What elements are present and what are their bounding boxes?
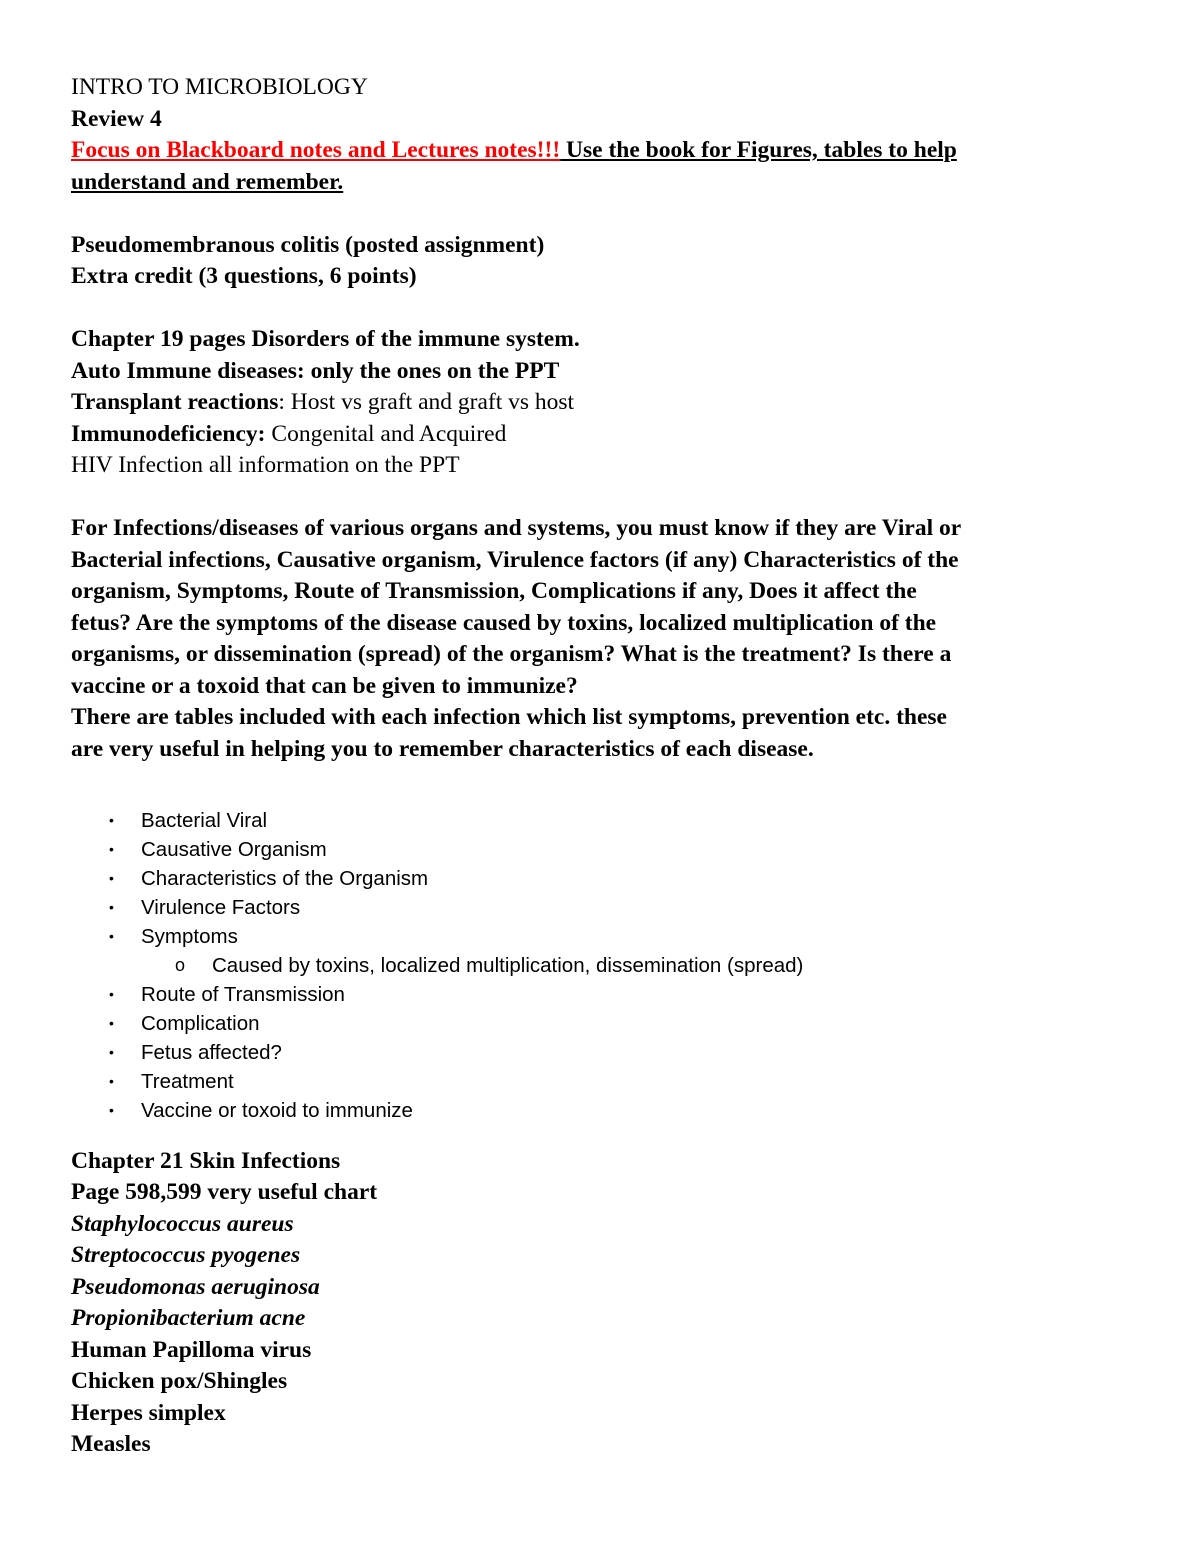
virus-item: Herpes simplex bbox=[71, 1399, 226, 1426]
bullet-icon: • bbox=[109, 927, 114, 944]
virus-item: Human Papilloma virus bbox=[71, 1336, 312, 1363]
course-title: INTRO TO MICROBIOLOGY bbox=[71, 74, 368, 100]
paragraph-line: are very useful in helping you to remember characteristics of each disease. bbox=[71, 735, 814, 762]
list-subitem: o Caused by toxins, localized multiplication, dissemination (spread) bbox=[71, 951, 1131, 980]
bullet-icon: • bbox=[109, 1073, 114, 1090]
review-heading: Review 4 bbox=[71, 105, 162, 132]
focus-note-rest: Use the book for Figures, tables to help bbox=[560, 137, 957, 163]
bullet-icon: • bbox=[109, 1015, 114, 1032]
organism-item: Streptococcus pyogenes bbox=[71, 1242, 301, 1269]
infections-paragraph bbox=[71, 513, 1131, 765]
extra-credit: Extra credit (3 questions, 6 points) bbox=[71, 263, 417, 289]
list-item: • Route of Transmission bbox=[71, 980, 1131, 1009]
hiv-note: HIV Infection all information on the PPT bbox=[71, 452, 460, 478]
bullet-icon: • bbox=[109, 1102, 114, 1119]
chapter21-section bbox=[71, 1146, 1131, 1461]
paragraph-line: organism, Symptoms, Route of Transmission, Complications if any, Does it affect the bbox=[71, 578, 917, 604]
circle-bullet-icon: o bbox=[175, 954, 186, 975]
list-item: • Treatment bbox=[71, 1067, 1131, 1096]
chapter19-title: Chapter 19 pages Disorders of the immune system. bbox=[71, 326, 580, 352]
autoimmune-note: Auto Immune diseases: only the ones on the PPT bbox=[71, 357, 560, 384]
list-item: • Bacterial Viral bbox=[71, 806, 1131, 835]
immunodeficiency-note bbox=[71, 419, 1131, 451]
paragraph-line: Bacterial infections, Causative organism, Virulence factors (if any) Characteristics of the bbox=[71, 546, 959, 573]
bullet-icon: • bbox=[109, 811, 114, 828]
list-item: • Characteristics of the Organism bbox=[71, 864, 1131, 893]
paragraph-line: For Infections/diseases of various organs and systems, you must know if they are Viral or bbox=[71, 515, 962, 541]
list-item: • Vaccine or toxoid to immunize bbox=[71, 1096, 1131, 1125]
document-page bbox=[71, 72, 1131, 1461]
organism-item: Staphylococcus aureus bbox=[71, 1210, 294, 1237]
focus-note-line2: understand and remember. bbox=[71, 168, 344, 195]
paragraph-line: There are tables included with each infection which list symptoms, prevention etc. these bbox=[71, 704, 947, 730]
transplant-text: : Host vs graft and graft vs host bbox=[278, 389, 575, 415]
list-item: • Complication bbox=[71, 1009, 1131, 1038]
bullet-icon: • bbox=[109, 898, 114, 915]
virus-item: Measles bbox=[71, 1431, 151, 1458]
paragraph-line: fetus? Are the symptoms of the disease caused by toxins, localized multiplication of the bbox=[71, 609, 937, 636]
chart-note: Page 598,599 very useful chart bbox=[71, 1179, 378, 1206]
paragraph-line: organisms, or dissemination (spread) of the organism? What is the treatment? Is there a bbox=[71, 641, 952, 667]
bullet-icon: • bbox=[109, 1044, 114, 1061]
bullet-icon: • bbox=[109, 840, 114, 857]
virus-item: Chicken pox/Shingles bbox=[71, 1368, 288, 1395]
chapter21-title: Chapter 21 Skin Infections bbox=[71, 1147, 341, 1174]
list-item: • Causative Organism bbox=[71, 835, 1131, 864]
organism-item: Propionibacterium acne bbox=[71, 1305, 306, 1332]
immunodeficiency-text: Congenital and Acquired bbox=[265, 420, 507, 447]
list-item: • Symptoms bbox=[71, 922, 1131, 951]
bullet-icon: • bbox=[109, 986, 114, 1003]
focus-note-red: Focus on Blackboard notes and Lectures notes!!! bbox=[71, 137, 561, 163]
focus-note-line1 bbox=[71, 135, 1131, 167]
transplant-label: Transplant reactions bbox=[71, 389, 279, 415]
bullet-icon: • bbox=[109, 869, 114, 886]
immunodeficiency-label: Immunodeficiency: bbox=[71, 420, 266, 447]
list-item: • Fetus affected? bbox=[71, 1038, 1131, 1067]
transplant-note bbox=[71, 387, 1131, 419]
paragraph-line: vaccine or a toxoid that can be given to immunize? bbox=[71, 672, 578, 699]
checklist bbox=[71, 806, 1131, 1126]
organism-item: Pseudomonas aeruginosa bbox=[71, 1273, 320, 1300]
colitis-assignment: Pseudomembranous colitis (posted assignment) bbox=[71, 231, 545, 258]
list-item: • Virulence Factors bbox=[71, 893, 1131, 922]
